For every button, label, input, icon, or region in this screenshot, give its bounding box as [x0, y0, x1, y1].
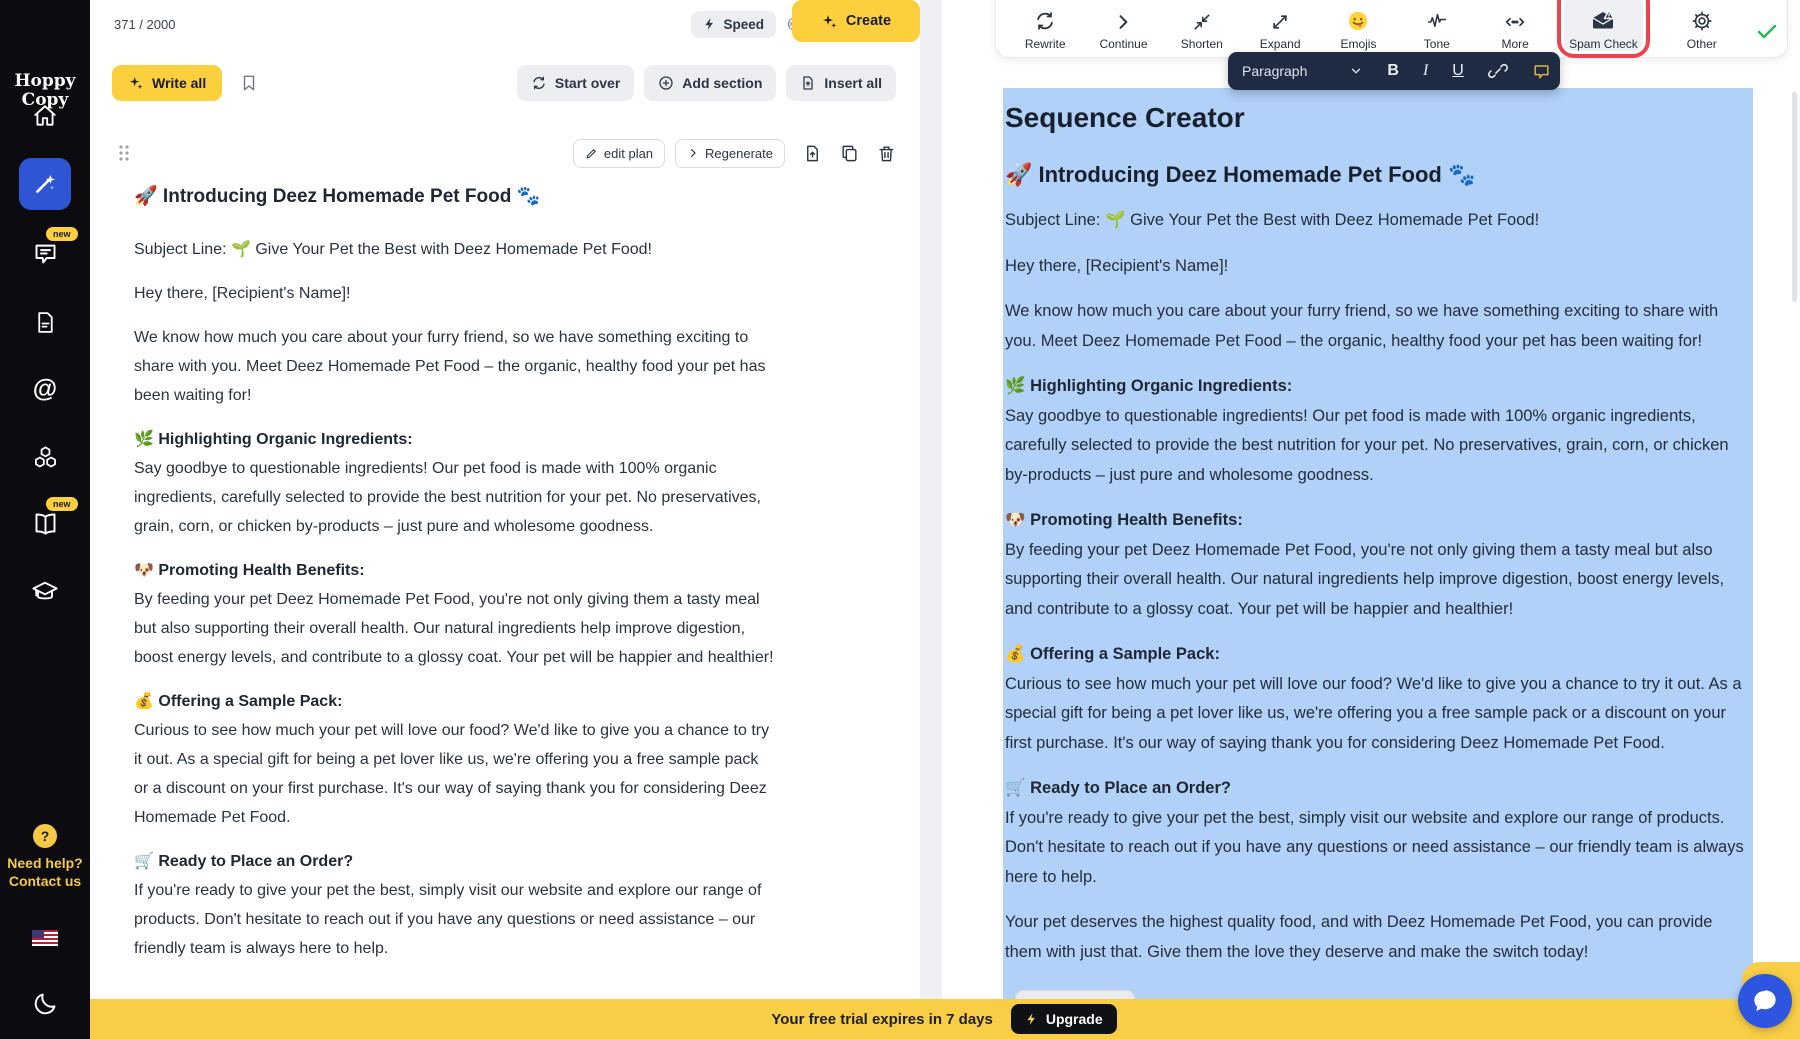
- continue-button[interactable]: [1084, 0, 1162, 51]
- lightning-icon: [703, 17, 717, 31]
- email-section: [134, 425, 776, 541]
- section-body: If you're ready to give your pet the best, simply visit our website and explore our range of products. Don't hesitate to reach out if you have any questions or need assistance – our friendly team is always here to help.: [134, 882, 762, 957]
- sidebar-item-documents[interactable]: [0, 310, 90, 335]
- more-label: More: [1501, 37, 1529, 51]
- draft-panel: [90, 0, 920, 1039]
- chevron-right-icon: [687, 147, 699, 159]
- graduation-cap-icon: [31, 578, 59, 606]
- bookmark-icon[interactable]: [240, 73, 258, 93]
- drag-handle[interactable]: [118, 144, 130, 162]
- section-heading: 🛒 Ready to Place an Order?: [134, 853, 354, 870]
- email-section: [134, 687, 776, 832]
- other-label: Other: [1686, 37, 1717, 51]
- sidebar-item-chat[interactable]: [0, 240, 90, 267]
- dark-mode-toggle[interactable]: [0, 990, 90, 1017]
- edit-plan-label: edit plan: [603, 145, 654, 161]
- underline-button[interactable]: U: [1452, 62, 1464, 79]
- create-label: Create: [845, 13, 892, 29]
- section-heading: 🌿 Highlighting Organic Ingredients:: [1005, 377, 1293, 395]
- chat-bubble-icon: [1750, 986, 1780, 1016]
- insert-all-label: Insert all: [824, 75, 882, 91]
- section-heading: 💰 Offering a Sample Pack:: [1005, 645, 1220, 663]
- editor-panel: [942, 0, 1800, 1039]
- copy-icon[interactable]: [840, 144, 859, 163]
- section-heading: 🌿 Highlighting Organic Ingredients:: [134, 431, 413, 448]
- trial-banner-text: Your free trial expires in 7 days: [771, 1010, 993, 1028]
- section-body: Say goodbye to questionable ingredients! Our pet food is made with 100% organic ingredients, carefully selected to provide the best nutrition for your pet. No preservatives, grain, corn, or chicken by-products – just pure and wholesome goodness.: [134, 460, 761, 535]
- gear-icon: [1691, 10, 1713, 32]
- rewrite-icon: [1034, 10, 1056, 32]
- email-greeting: Hey there, [Recipient's Name]!: [1005, 256, 1229, 275]
- sidebar-item-mentions[interactable]: [0, 376, 90, 402]
- email-section: [134, 556, 776, 672]
- rewrite-label: Rewrite: [1024, 37, 1066, 51]
- regenerate-button[interactable]: [675, 139, 785, 168]
- write-all-button[interactable]: [112, 65, 222, 101]
- more-button[interactable]: [1476, 0, 1554, 51]
- question-icon: ?: [33, 824, 57, 848]
- speed-mode-button[interactable]: [691, 11, 776, 38]
- expand-button[interactable]: [1241, 0, 1319, 51]
- section-heading: 💰 Offering a Sample Pack:: [134, 693, 343, 710]
- continue-label: Continue: [1099, 37, 1148, 51]
- emojis-label: Emojis: [1340, 37, 1377, 51]
- smiley-emoji-icon: [1347, 10, 1369, 32]
- sidebar: [0, 0, 90, 1039]
- document-icon: [33, 310, 58, 335]
- chevron-right-icon: [1113, 12, 1133, 32]
- expand-label: Expand: [1259, 37, 1301, 51]
- cubes-icon: [32, 444, 59, 471]
- upgrade-button[interactable]: [1011, 1004, 1117, 1034]
- email-title: 🚀 Introducing Deez Homemade Pet Food 🐾: [134, 186, 541, 207]
- code-more-icon: [1503, 12, 1527, 32]
- start-over-label: Start over: [554, 75, 621, 91]
- email-intro: We know how much you care about your furry friend, so we have something exciting to share with you. Meet Deez Homemade Pet Food – the organic, healthy food your pet has been waiting for!: [1005, 302, 1719, 350]
- spam-check-button[interactable]: [1564, 0, 1642, 51]
- refresh-icon: [531, 75, 547, 91]
- regenerate-label: Regenerate: [705, 145, 773, 161]
- upgrade-label: Upgrade: [1045, 1011, 1103, 1027]
- email-section: [1005, 640, 1745, 758]
- comment-icon[interactable]: [1532, 62, 1551, 81]
- section-body: Say goodbye to questionable ingredients! Our pet food is made with 100% organic ingredients, carefully selected to provide the best nutrition for your pet. No preservatives, grain, corn, or chicken by-products – just pure and wholesome goodness.: [1005, 406, 1729, 484]
- trash-icon[interactable]: [877, 144, 896, 163]
- chat-icon: [32, 240, 59, 267]
- home-icon: [32, 103, 58, 129]
- email-title: 🚀 Introducing Deez Homemade Pet Food 🐾: [1005, 162, 1476, 187]
- email-intro: We know how much you care about your furry friend, so we have something exciting to share with you. Meet Deez Homemade Pet Food – the organic, healthy food your pet has been waiting for!: [134, 329, 766, 404]
- insert-section-icon[interactable]: [803, 144, 822, 163]
- magic-wand-icon: [32, 171, 58, 197]
- text-format-toolbar: [1228, 52, 1560, 90]
- trial-banner: [88, 999, 1800, 1039]
- document-title: Sequence Creator: [1005, 102, 1245, 133]
- section-heading: 🛒 Ready to Place an Order?: [1005, 779, 1231, 797]
- other-button[interactable]: [1663, 0, 1741, 51]
- section-body: By feeding your pet Deez Homemade Pet Food, you're not only giving them a tasty meal but also supporting their overall health. Our natural ingredients help improve digestion, boost energy levels, and contribute to a glossy coat. Your pet will be happier and healthier!: [134, 591, 774, 666]
- help-line2: Contact us: [8, 873, 82, 889]
- section-heading: 🐶 Promoting Health Benefits:: [134, 562, 365, 579]
- new-badge: new: [46, 227, 78, 241]
- edit-plan-button[interactable]: [573, 139, 665, 168]
- spam-envelope-icon: [1590, 8, 1616, 32]
- spam-check-label: Spam Check: [1569, 37, 1638, 51]
- pencil-icon: [585, 147, 598, 160]
- plus-circle-icon: [658, 75, 674, 91]
- draft-email-content[interactable]: [134, 182, 776, 978]
- tone-button[interactable]: [1398, 0, 1476, 51]
- sidebar-item-academy[interactable]: [0, 578, 90, 606]
- arrows-inward-icon: [1192, 12, 1212, 32]
- logo-line2: Copy: [21, 90, 69, 110]
- email-closing: Your pet deserves the highest quality food, and with Deez Homemade Pet Food, you can provide them with just that. Give them the love they deserve and make the switch today!: [1005, 913, 1713, 961]
- word-counter: 371 / 2000: [114, 16, 176, 32]
- approve-check-icon[interactable]: [1755, 19, 1779, 43]
- lightning-icon: [1025, 1012, 1039, 1026]
- email-subject-line: Subject Line: 🌱 Give Your Pet the Best with Deez Homemade Pet Food!: [134, 241, 652, 258]
- sparkles-icon: [821, 13, 838, 30]
- contact-support[interactable]: [0, 824, 90, 890]
- email-subject-line: Subject Line: 🌱 Give Your Pet the Best with Deez Homemade Pet Food!: [1005, 211, 1540, 229]
- help-line1: Need help?: [7, 855, 83, 871]
- sidebar-item-writer-active[interactable]: [19, 158, 71, 210]
- email-section: [1005, 774, 1745, 892]
- logo-line1: Hoppy: [14, 71, 76, 91]
- bold-button[interactable]: B: [1387, 62, 1399, 79]
- email-section: [1005, 372, 1745, 490]
- shorten-label: Shorten: [1180, 37, 1223, 51]
- start-over-button[interactable]: [517, 65, 634, 101]
- section-heading: 🐶 Promoting Health Benefits:: [1005, 511, 1243, 529]
- write-all-label: Write all: [152, 75, 207, 91]
- email-section: [134, 847, 776, 963]
- new-badge: new: [46, 497, 78, 511]
- shorten-button[interactable]: [1163, 0, 1241, 51]
- selected-text-region[interactable]: [1003, 88, 1753, 1039]
- section-body: By feeding your pet Deez Homemade Pet Food, you're not only giving them a tasty meal but also supporting their overall health. Our natural ingredients help improve digestion, boost energy levels, and contribute to a glossy coat. Your pet will be happier and healthier!: [1005, 540, 1725, 618]
- speed-label: Speed: [723, 16, 764, 32]
- section-body: If you're ready to give your pet the best, simply visit our website and explore our range of products. Don't hesitate to reach out if you have any questions or need assistance – our friendly team is always here to help.: [1005, 808, 1744, 886]
- book-icon: [32, 510, 59, 537]
- chevron-down-icon[interactable]: [1349, 64, 1363, 78]
- sparkles-icon: [128, 75, 144, 91]
- email-greeting: Hey there, [Recipient's Name]!: [134, 285, 351, 302]
- at-sign-icon: @: [32, 375, 58, 403]
- link-icon[interactable]: [1488, 61, 1508, 81]
- moon-icon: [32, 990, 59, 1017]
- ai-toolbar: [995, 0, 1788, 58]
- add-section-button[interactable]: [644, 65, 776, 101]
- sidebar-item-blocks[interactable]: [0, 444, 90, 471]
- italic-button[interactable]: I: [1422, 62, 1429, 79]
- chat-launcher-button[interactable]: [1738, 974, 1792, 1028]
- arrows-outward-icon: [1270, 12, 1290, 32]
- insert-all-button[interactable]: [786, 65, 896, 101]
- create-button[interactable]: [792, 0, 920, 42]
- waveform-icon: [1425, 12, 1449, 32]
- flag-canton: [32, 930, 44, 938]
- section-body: Curious to see how much your pet will love our food? We'd like to give you a chance to try it out. As a special gift for being a pet lover like us, we're offering you a free sample pack or a discount on your first purchase. It's our way of saying thank you for considering Deez Homemade Pet Food.: [134, 722, 770, 826]
- tone-label: Tone: [1423, 37, 1450, 51]
- scrollbar-thumb[interactable]: [1792, 92, 1797, 302]
- sidebar-item-library[interactable]: [0, 510, 90, 537]
- sidebar-item-home[interactable]: [0, 103, 90, 129]
- paragraph-style-select[interactable]: Paragraph: [1242, 63, 1308, 79]
- section-body: Curious to see how much your pet will love our food? We'd like to give you a chance to try it out. As a special gift for being a pet lover like us, we're offering you a free sample pack or a discount on your first purchase. It's our way of saying thank you for considering Deez Homemade Pet Food.: [1005, 674, 1742, 752]
- file-insert-icon: [800, 75, 816, 91]
- rewrite-button[interactable]: [1006, 0, 1084, 51]
- add-section-label: Add section: [682, 75, 763, 91]
- emojis-button[interactable]: [1319, 0, 1397, 51]
- email-section: [1005, 506, 1745, 624]
- language-flag-us[interactable]: [32, 930, 58, 946]
